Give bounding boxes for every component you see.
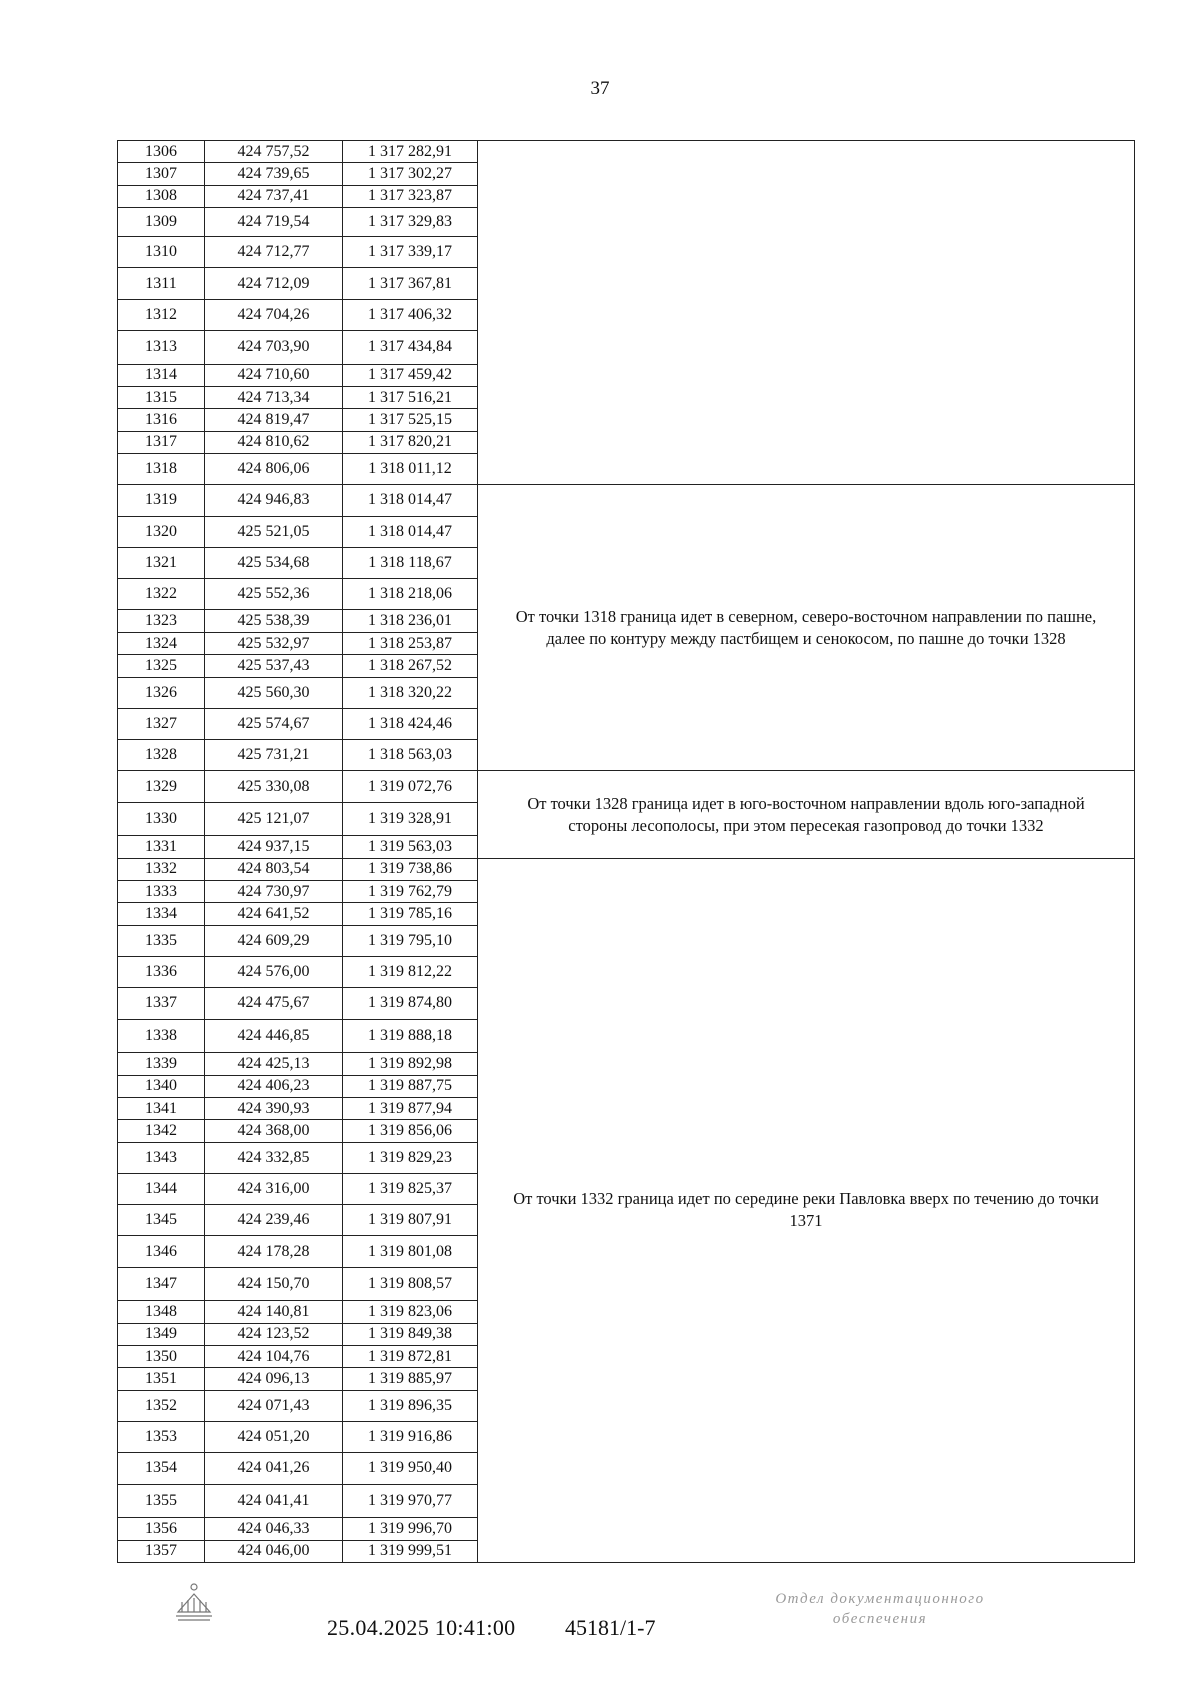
- point-number: 1352: [118, 1390, 205, 1421]
- point-number: 1313: [118, 331, 205, 365]
- point-number: 1307: [118, 163, 205, 185]
- x-coordinate: 424 576,00: [205, 957, 343, 988]
- x-coordinate: 424 712,77: [205, 237, 343, 268]
- point-number: 1356: [118, 1518, 205, 1540]
- boundary-description-text: От точки 1318 граница идет в северном, северо-восточном направлении по пашне, далее по контуру между пастбищем и сенокосом, по пашне до точки 1328: [515, 607, 1097, 648]
- x-coordinate: 424 051,20: [205, 1422, 343, 1453]
- x-coordinate: 424 713,34: [205, 386, 343, 408]
- point-number: 1346: [118, 1236, 205, 1267]
- y-coordinate: 1 319 874,80: [343, 988, 478, 1019]
- point-number: 1330: [118, 802, 205, 836]
- y-coordinate: 1 317 820,21: [343, 431, 478, 453]
- point-number: 1345: [118, 1205, 205, 1236]
- y-coordinate: 1 317 434,84: [343, 331, 478, 365]
- y-coordinate: 1 319 825,37: [343, 1173, 478, 1204]
- y-coordinate: 1 319 950,40: [343, 1453, 478, 1484]
- point-number: 1327: [118, 708, 205, 739]
- x-coordinate: 425 731,21: [205, 740, 343, 771]
- point-number: 1315: [118, 386, 205, 408]
- x-coordinate: 424 719,54: [205, 208, 343, 237]
- y-coordinate: 1 319 970,77: [343, 1484, 478, 1518]
- point-number: 1329: [118, 771, 205, 802]
- point-number: 1328: [118, 740, 205, 771]
- x-coordinate: 424 178,28: [205, 1236, 343, 1267]
- y-coordinate: 1 319 563,03: [343, 836, 478, 858]
- boundary-description: [478, 141, 1135, 485]
- point-number: 1320: [118, 516, 205, 547]
- point-number: 1349: [118, 1323, 205, 1345]
- point-number: 1333: [118, 881, 205, 903]
- x-coordinate: 424 806,06: [205, 454, 343, 485]
- x-coordinate: 424 425,13: [205, 1053, 343, 1075]
- y-coordinate: 1 318 014,47: [343, 516, 478, 547]
- x-coordinate: 425 521,05: [205, 516, 343, 547]
- y-coordinate: 1 319 887,75: [343, 1075, 478, 1097]
- y-coordinate: 1 318 253,87: [343, 632, 478, 654]
- x-coordinate: 424 368,00: [205, 1120, 343, 1142]
- point-number: 1326: [118, 677, 205, 708]
- x-coordinate: 424 316,00: [205, 1173, 343, 1204]
- y-coordinate: 1 319 892,98: [343, 1053, 478, 1075]
- stamp-line-1: Отдел документационного: [775, 1591, 985, 1607]
- x-coordinate: 424 150,70: [205, 1267, 343, 1301]
- x-coordinate: 424 739,65: [205, 163, 343, 185]
- x-coordinate: 424 757,52: [205, 141, 343, 163]
- y-coordinate: 1 319 849,38: [343, 1323, 478, 1345]
- point-number: 1306: [118, 141, 205, 163]
- x-coordinate: 424 096,13: [205, 1368, 343, 1390]
- point-number: 1353: [118, 1422, 205, 1453]
- x-coordinate: 424 946,83: [205, 485, 343, 516]
- point-number: 1324: [118, 632, 205, 654]
- y-coordinate: 1 319 916,86: [343, 1422, 478, 1453]
- point-number: 1335: [118, 925, 205, 956]
- point-number: 1308: [118, 185, 205, 207]
- y-coordinate: 1 317 406,32: [343, 299, 478, 330]
- point-number: 1338: [118, 1019, 205, 1053]
- boundary-description: [478, 771, 1135, 858]
- point-number: 1310: [118, 237, 205, 268]
- y-coordinate: 1 319 807,91: [343, 1205, 478, 1236]
- x-coordinate: 424 703,90: [205, 331, 343, 365]
- x-coordinate: 424 819,47: [205, 409, 343, 431]
- y-coordinate: 1 318 563,03: [343, 740, 478, 771]
- point-number: 1325: [118, 655, 205, 677]
- y-coordinate: 1 318 320,22: [343, 677, 478, 708]
- x-coordinate: 425 538,39: [205, 610, 343, 632]
- x-coordinate: 424 332,85: [205, 1142, 343, 1173]
- x-coordinate: 424 730,97: [205, 881, 343, 903]
- page-number: 37: [590, 78, 610, 99]
- table-row: [118, 771, 1135, 802]
- y-coordinate: 1 317 339,17: [343, 237, 478, 268]
- point-number: 1340: [118, 1075, 205, 1097]
- y-coordinate: 1 319 999,51: [343, 1540, 478, 1562]
- x-coordinate: 425 330,08: [205, 771, 343, 802]
- table-row: [118, 485, 1135, 516]
- table-row: [118, 858, 1135, 880]
- y-coordinate: 1 319 872,81: [343, 1346, 478, 1368]
- x-coordinate: 424 104,76: [205, 1346, 343, 1368]
- x-coordinate: 424 704,26: [205, 299, 343, 330]
- x-coordinate: 424 810,62: [205, 431, 343, 453]
- x-coordinate: 424 406,23: [205, 1075, 343, 1097]
- point-number: 1355: [118, 1484, 205, 1518]
- department-stamp: [735, 1590, 1025, 1629]
- x-coordinate: 424 046,00: [205, 1540, 343, 1562]
- x-coordinate: 425 552,36: [205, 579, 343, 610]
- x-coordinate: 424 737,41: [205, 185, 343, 207]
- y-coordinate: 1 319 785,16: [343, 903, 478, 925]
- x-coordinate: 424 446,85: [205, 1019, 343, 1053]
- boundary-description: [478, 858, 1135, 1562]
- footer-date: 25.04.2025 10:41:00: [327, 1615, 516, 1640]
- point-number: 1311: [118, 268, 205, 299]
- point-number: 1336: [118, 957, 205, 988]
- y-coordinate: 1 318 011,12: [343, 454, 478, 485]
- x-coordinate: 424 937,15: [205, 836, 343, 858]
- point-number: 1354: [118, 1453, 205, 1484]
- point-number: 1312: [118, 299, 205, 330]
- x-coordinate: 424 239,46: [205, 1205, 343, 1236]
- y-coordinate: 1 319 888,18: [343, 1019, 478, 1053]
- y-coordinate: 1 318 118,67: [343, 547, 478, 578]
- point-number: 1309: [118, 208, 205, 237]
- y-coordinate: 1 319 801,08: [343, 1236, 478, 1267]
- y-coordinate: 1 319 829,23: [343, 1142, 478, 1173]
- y-coordinate: 1 317 282,91: [343, 141, 478, 163]
- y-coordinate: 1 319 738,86: [343, 858, 478, 880]
- y-coordinate: 1 319 877,94: [343, 1097, 478, 1119]
- y-coordinate: 1 319 823,06: [343, 1301, 478, 1323]
- x-coordinate: 424 803,54: [205, 858, 343, 880]
- y-coordinate: 1 317 525,15: [343, 409, 478, 431]
- point-number: 1323: [118, 610, 205, 632]
- x-coordinate: 425 534,68: [205, 547, 343, 578]
- x-coordinate: 424 123,52: [205, 1323, 343, 1345]
- x-coordinate: 424 041,26: [205, 1453, 343, 1484]
- x-coordinate: 424 609,29: [205, 925, 343, 956]
- point-number: 1348: [118, 1301, 205, 1323]
- x-coordinate: 424 641,52: [205, 903, 343, 925]
- point-number: 1317: [118, 431, 205, 453]
- boundary-description: [478, 485, 1135, 771]
- x-coordinate: 424 712,09: [205, 268, 343, 299]
- x-coordinate: 424 475,67: [205, 988, 343, 1019]
- point-number: 1331: [118, 836, 205, 858]
- y-coordinate: 1 319 795,10: [343, 925, 478, 956]
- x-coordinate: 424 390,93: [205, 1097, 343, 1119]
- point-number: 1350: [118, 1346, 205, 1368]
- point-number: 1351: [118, 1368, 205, 1390]
- y-coordinate: 1 317 302,27: [343, 163, 478, 185]
- y-coordinate: 1 318 236,01: [343, 610, 478, 632]
- point-number: 1332: [118, 858, 205, 880]
- y-coordinate: 1 319 812,22: [343, 957, 478, 988]
- y-coordinate: 1 318 014,47: [343, 485, 478, 516]
- x-coordinate: 425 574,67: [205, 708, 343, 739]
- x-coordinate: 424 046,33: [205, 1518, 343, 1540]
- point-number: 1337: [118, 988, 205, 1019]
- y-coordinate: 1 317 323,87: [343, 185, 478, 207]
- y-coordinate: 1 318 267,52: [343, 655, 478, 677]
- y-coordinate: 1 317 516,21: [343, 386, 478, 408]
- y-coordinate: 1 318 424,46: [343, 708, 478, 739]
- emblem-logo: [172, 1582, 216, 1622]
- y-coordinate: 1 319 996,70: [343, 1518, 478, 1540]
- boundary-description-text: От точки 1328 граница идет в юго-восточном направлении вдоль юго-западной стороны лесополосы, при этом пересекая газопровод до точки 1332: [527, 793, 1085, 835]
- x-coordinate: 424 710,60: [205, 364, 343, 386]
- point-number: 1344: [118, 1173, 205, 1204]
- point-number: 1343: [118, 1142, 205, 1173]
- point-number: 1357: [118, 1540, 205, 1562]
- point-number: 1334: [118, 903, 205, 925]
- y-coordinate: 1 319 762,79: [343, 881, 478, 903]
- y-coordinate: 1 319 896,35: [343, 1390, 478, 1421]
- point-number: 1318: [118, 454, 205, 485]
- y-coordinate: 1 319 072,76: [343, 771, 478, 802]
- y-coordinate: 1 319 885,97: [343, 1368, 478, 1390]
- x-coordinate: 424 041,41: [205, 1484, 343, 1518]
- point-number: 1347: [118, 1267, 205, 1301]
- y-coordinate: 1 317 329,83: [343, 208, 478, 237]
- x-coordinate: 425 121,07: [205, 802, 343, 836]
- point-number: 1321: [118, 547, 205, 578]
- boundary-description-text: От точки 1332 граница идет по середине реки Павловка вверх по течению до точки 1371: [513, 1189, 1099, 1231]
- stamp-line-2: обеспечения: [832, 1610, 928, 1627]
- y-coordinate: 1 319 808,57: [343, 1267, 478, 1301]
- x-coordinate: 425 560,30: [205, 677, 343, 708]
- point-number: 1314: [118, 364, 205, 386]
- point-number: 1316: [118, 409, 205, 431]
- point-number: 1339: [118, 1053, 205, 1075]
- table-row: [118, 141, 1135, 163]
- x-coordinate: 425 532,97: [205, 632, 343, 654]
- y-coordinate: 1 317 367,81: [343, 268, 478, 299]
- y-coordinate: 1 317 459,42: [343, 364, 478, 386]
- y-coordinate: 1 319 328,91: [343, 802, 478, 836]
- footer-doc-number: 45181/1-7: [565, 1615, 656, 1640]
- y-coordinate: 1 318 218,06: [343, 579, 478, 610]
- point-number: 1341: [118, 1097, 205, 1119]
- point-number: 1322: [118, 579, 205, 610]
- x-coordinate: 424 071,43: [205, 1390, 343, 1421]
- x-coordinate: 425 537,43: [205, 655, 343, 677]
- y-coordinate: 1 319 856,06: [343, 1120, 478, 1142]
- point-number: 1342: [118, 1120, 205, 1142]
- x-coordinate: 424 140,81: [205, 1301, 343, 1323]
- point-number: 1319: [118, 485, 205, 516]
- coordinates-table: [117, 140, 1135, 1563]
